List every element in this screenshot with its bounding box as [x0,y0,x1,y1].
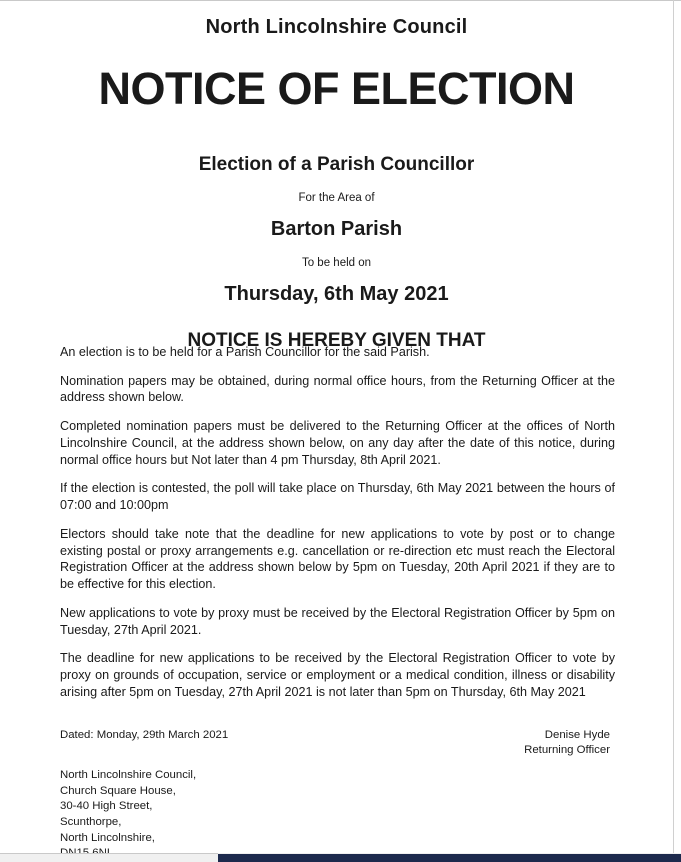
election-subtitle: Election of a Parish Councillor [198,154,475,176]
notice-paragraph: The deadline for new applications to be received by the Electoral Registration Officer to vote by proxy on grounds of occupation, service or employment or a medical condition, illness or disability arising after 5pm on Tuesday, 27th April 2021 is not later than 5pm on Thursday, 6th May 2021 [60,651,615,699]
notice-paragraph: Nomination papers may be obtained, during normal office hours, from the Returning Officer at the address shown below. [60,373,615,405]
signature-block [524,728,610,759]
council-name: North Lincolnshire Council [205,16,468,38]
address-block [60,768,196,862]
page-title: NOTICE OF ELECTION [98,63,575,114]
address-line: North Lincolnshire Council, [60,769,197,781]
notice-paragraph: Electors should take note that the deadline for new applications to vote by post or to change existing postal or proxy arrangements e.g. cancellation or re-direction etc must reach the Electoral Registration Officer at the address shown below by 5pm on Tuesday, 20th April 2021 if they are to be effective for this election. [60,526,615,592]
address-line: Church Square House, [60,784,176,797]
notice-body [60,344,615,700]
signatory-role: Returning Officer [524,744,610,757]
dated-line: Dated: Monday, 29th March 2021 [60,729,229,741]
for-area-of-label: For the Area of [298,192,375,205]
area-name: Barton Parish [270,218,403,241]
notice-paragraph: An election is to be held for a Parish Councillor for the said Parish. [60,345,430,359]
notice-paragraph: Completed nomination papers must be delivered to the Returning Officer at the offices of North Lincolnshire Council, at the address shown below, on any day after the date of this notice, during normal office hours but Not later than 4 pm Thursday, 8th April 2021. [60,419,615,467]
page-bottom-border [0,853,218,854]
election-date: Thursday, 6th May 2021 [224,283,449,306]
notice-paragraph: New applications to vote by proxy must be received by the Electoral Registration Officer by 5pm on Tuesday, 27th April 2021. [60,605,615,637]
bottom-accent-bar [218,854,681,862]
notice-paragraph: If the election is contested, the poll will take place on Thursday, 6th May 2021 between the hours of 07:00 and 10:00pm [60,481,615,513]
address-line: Scunthorpe, [60,815,122,828]
page-right-border [673,0,674,853]
signatory-name: Denise Hyde [544,729,610,741]
notice-hereby-given-heading: NOTICE IS HEREBY GIVEN THAT [187,330,486,352]
address-line: North Lincolnshire, [60,831,155,844]
to-be-held-on-label: To be held on [301,257,372,270]
address-line: 30-40 High Street, [60,800,153,813]
